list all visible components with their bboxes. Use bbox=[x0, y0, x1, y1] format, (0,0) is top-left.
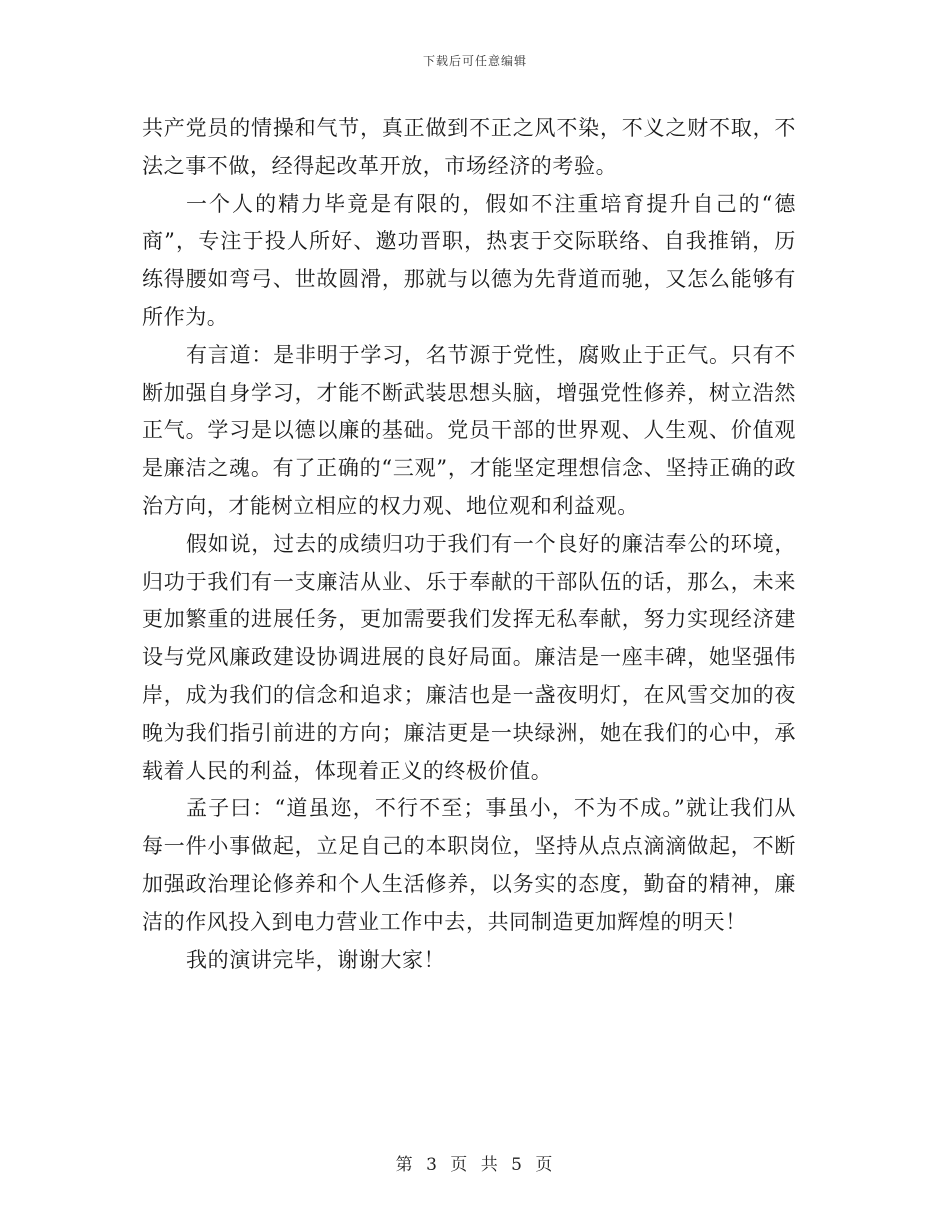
paragraph-1: 共产党员的情操和气节，真正做到不正之风不染，不义之财不取，不法之事不做，经得起改革开放，市场经济的考验。 bbox=[142, 116, 796, 178]
paragraph-5: 孟子曰：“道虽迩，不行不至；事虽小，不为不成。”就让我们从每一件小事做起，立足自己的本职岗位，坚持从点点滴滴做起，不断加强政治理论修养和个人生活修养，以务实的态度，勤奋的精神，廉洁的作风投入到电力营业工作中去，共同制造更加辉煌的明天！ bbox=[142, 796, 796, 934]
page-footer bbox=[0, 1150, 950, 1175]
current-page-number: 3 bbox=[426, 1155, 439, 1175]
footer-suffix: 页 bbox=[535, 1155, 555, 1175]
paragraph-4: 假如说，过去的成绩归功于我们有一个良好的廉洁奉公的环境，归功于我们有一支廉洁从业、乐于奉献的干部队伍的话，那么，未来更加繁重的进展任务，更加需要我们发挥无私奉献，努力实现经济建设与党风廉政建设协调进展的良好局面。廉洁是一座丰碑，她坚强伟岸，成为我们的信念和追求；廉洁也是一盏夜明灯，在风雪交加的夜晚为我们指引前进的方向；廉洁更是一块绿洲，她在我们的心中，承载着人民的利益，体现着正义的终极价值。 bbox=[142, 531, 796, 783]
footer-middle: 页 共 bbox=[450, 1155, 500, 1175]
paragraph-2: 一个人的精力毕竟是有限的，假如不注重培育提升自己的“德商”，专注于投人所好、邀功晋职，热衷于交际联络、自我推销，历练得腰如弯弓、世故圆滑，那就与以德为先背道而驰，又怎么能够有所作为。 bbox=[142, 191, 796, 329]
paragraph-3: 有言道：是非明于学习，名节源于党性，腐败止于正气。只有不断加强自身学习，才能不断武装思想头脑，增强党性修养，树立浩然正气。学习是以德以廉的基础。党员干部的世界观、人生观、价值观是廉洁之魂。有了正确的“三观”，才能坚定理想信念、坚持正确的政治方向，才能树立相应的权力观、地位观和利益观。 bbox=[142, 342, 796, 518]
page-header: 下载后可任意编辑 bbox=[422, 54, 527, 68]
paragraph-6: 我的演讲完毕，谢谢大家！ bbox=[186, 947, 446, 972]
document-body bbox=[142, 110, 796, 979]
total-page-number: 5 bbox=[511, 1155, 524, 1175]
footer-prefix: 第 bbox=[395, 1155, 415, 1175]
